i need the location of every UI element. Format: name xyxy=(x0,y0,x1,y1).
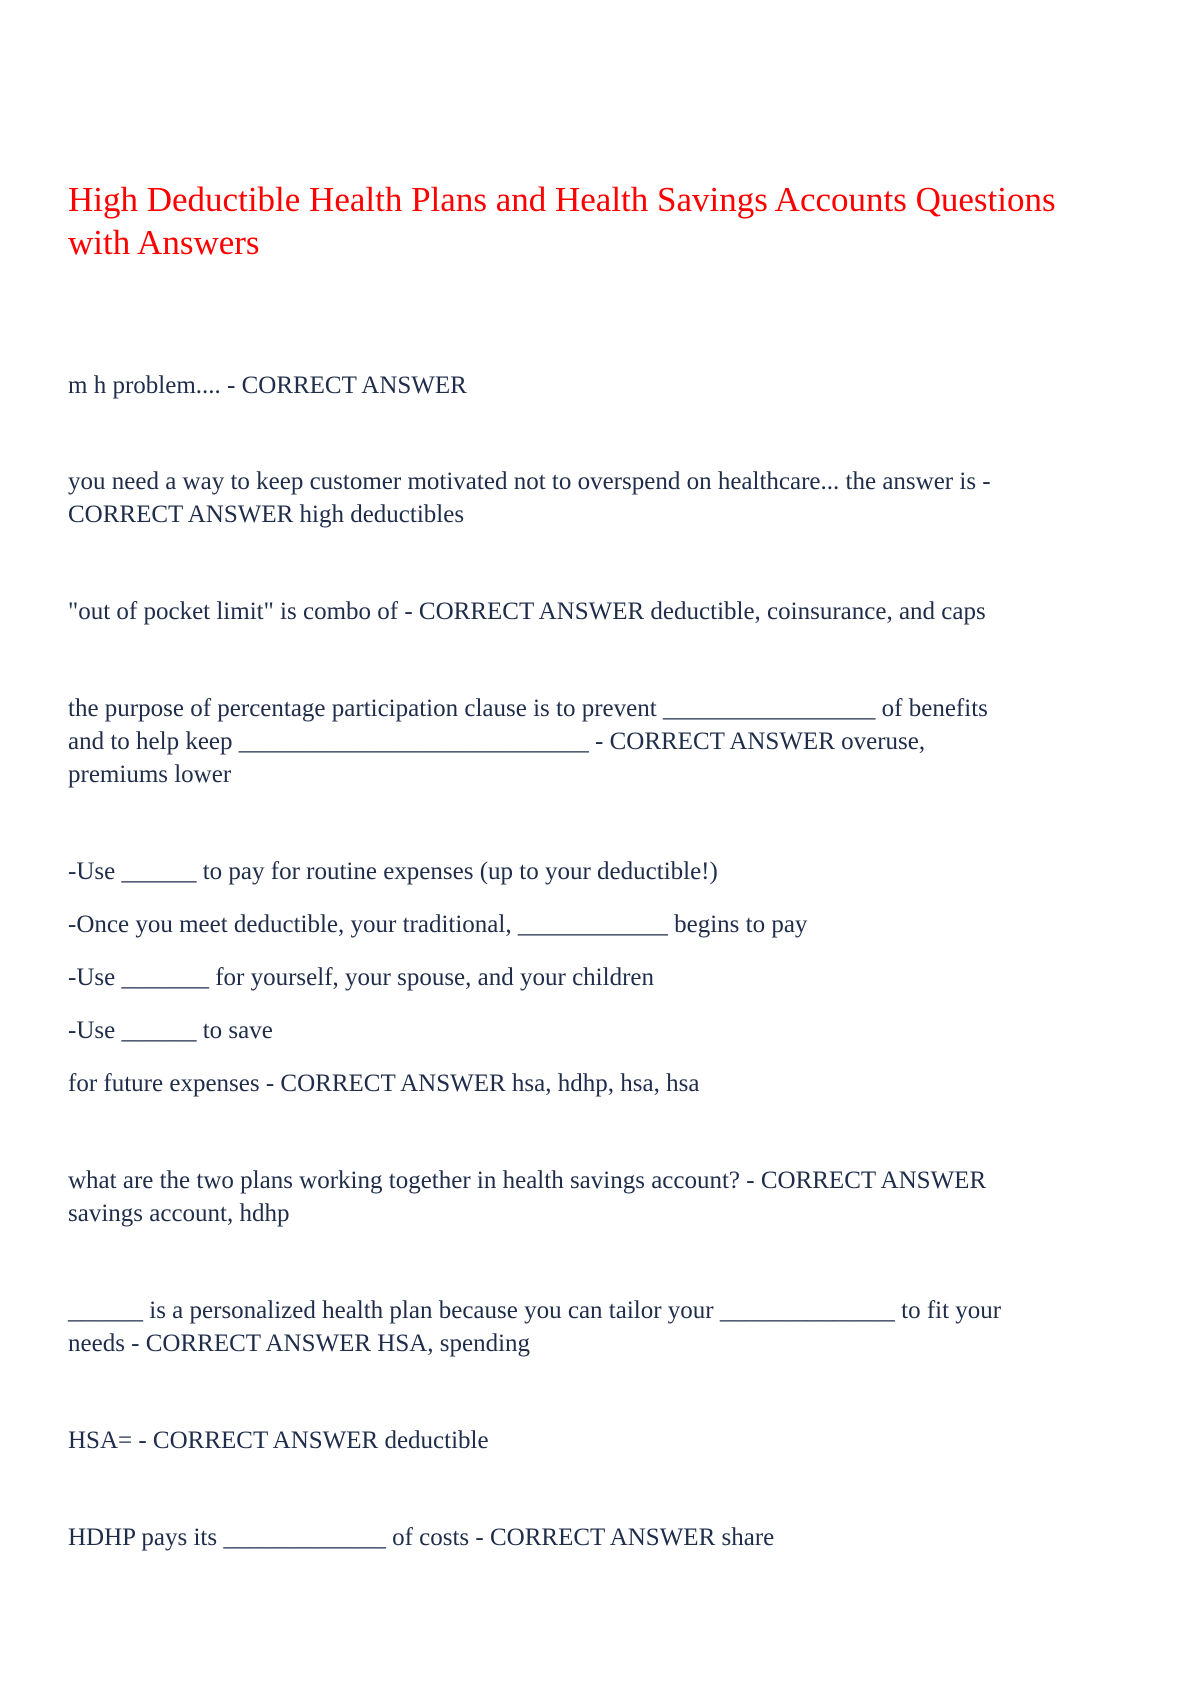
qa-line-15: ______ is a personalized health plan because you can tailor your ______________ to fit your xyxy=(68,1297,1002,1324)
qa-line-2: you need a way to keep customer motivated not to overspend on healthcare... the answer is - xyxy=(68,468,991,495)
title-line-2: with Answers xyxy=(68,223,260,262)
qa-line-6: and to help keep ____________________________ - CORRECT ANSWER overuse, xyxy=(68,728,926,755)
title-line-1: High Deductible Health Plans and Health Savings Accounts Questions xyxy=(68,180,1056,219)
qa-line-14: savings account, hdhp xyxy=(68,1200,290,1227)
qa-line-7: premiums lower xyxy=(68,761,232,788)
qa-line-13: what are the two plans working together in health savings account? - CORRECT ANSWER xyxy=(68,1167,987,1194)
qa-line-8: -Use ______ to pay for routine expenses (up to your deductible!) xyxy=(68,858,718,885)
qa-line-11: -Use ______ to save xyxy=(68,1017,273,1044)
qa-line-12: for future expenses - CORRECT ANSWER hsa, hdhp, hsa, hsa xyxy=(68,1070,700,1097)
qa-line-5: the purpose of percentage participation clause is to prevent _________________ of benefits xyxy=(68,695,988,722)
qa-line-17: HSA= - CORRECT ANSWER deductible xyxy=(68,1427,489,1454)
qa-line-3: CORRECT ANSWER high deductibles xyxy=(68,501,465,528)
qa-line-18: HDHP pays its _____________ of costs - CORRECT ANSWER share xyxy=(68,1524,775,1551)
qa-line-1: m h problem.... - CORRECT ANSWER xyxy=(68,372,467,399)
qa-line-16: needs - CORRECT ANSWER HSA, spending xyxy=(68,1330,531,1357)
qa-line-10: -Use _______ for yourself, your spouse, and your children xyxy=(68,964,654,991)
qa-line-9: -Once you meet deductible, your traditional, ____________ begins to pay xyxy=(68,911,808,938)
qa-line-4: "out of pocket limit" is combo of - CORRECT ANSWER deductible, coinsurance, and caps xyxy=(68,598,986,625)
document-title xyxy=(68,178,1128,264)
